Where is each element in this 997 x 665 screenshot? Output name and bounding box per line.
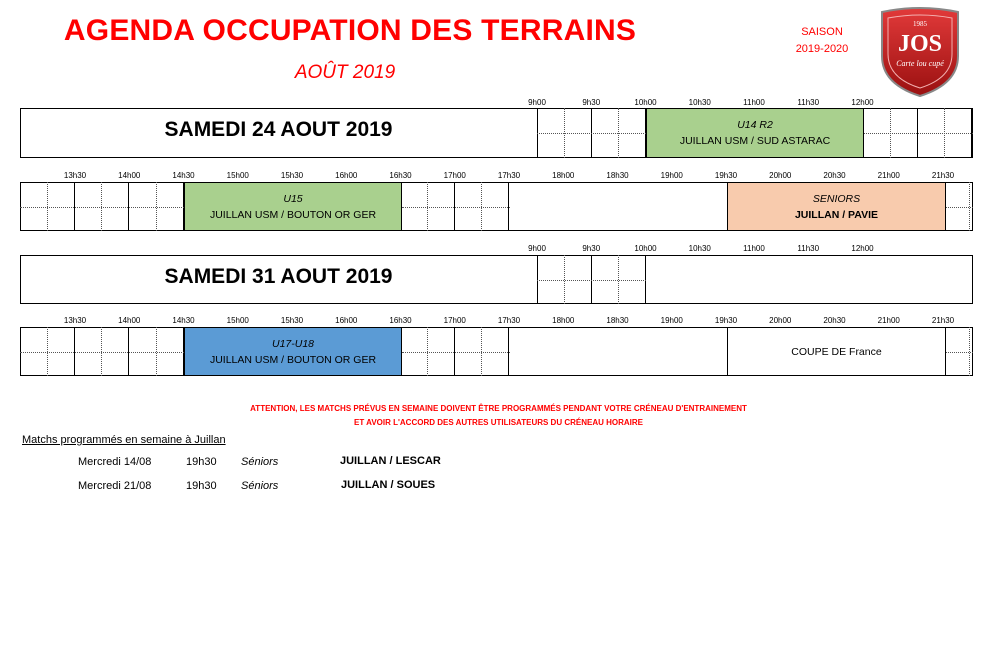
afternoon-tick-label: 17h00 bbox=[443, 171, 466, 180]
afternoon-tick-label: 18h00 bbox=[552, 171, 575, 180]
grid-line bbox=[537, 133, 646, 134]
logo-year: 1985 bbox=[913, 20, 927, 28]
event-teams: COUPE DE France bbox=[791, 345, 882, 358]
season-label-text: SAISON bbox=[801, 26, 843, 38]
grid-line bbox=[20, 352, 184, 353]
morning-tick-label: 12h00 bbox=[851, 98, 874, 107]
afternoon-tick-label: 16h00 bbox=[335, 316, 358, 325]
grid-line bbox=[946, 352, 973, 353]
afternoon-tick-label: 20h00 bbox=[769, 171, 792, 180]
season-years: 2019-2020 bbox=[795, 43, 849, 55]
afternoon-tick-label: 13h30 bbox=[63, 316, 87, 325]
afternoon-tick-label: 20h30 bbox=[823, 171, 846, 180]
day2-afternoon-event-coupe bbox=[727, 327, 946, 376]
afternoon-tick-label: 18h30 bbox=[606, 316, 629, 325]
afternoon-tick-label: 17h30 bbox=[497, 316, 521, 325]
afternoon-tick-label: 19h00 bbox=[660, 316, 683, 325]
morning-tick-label: 11h00 bbox=[743, 244, 765, 253]
morning-tick-label: 11h00 bbox=[743, 98, 765, 107]
day1-afternoon-event-u15 bbox=[184, 182, 402, 231]
weekday-match-teams: JUILLAN / SOUES bbox=[341, 479, 436, 491]
warning-line2: ET AVOIR L'ACCORD DES AUTRES UTILISATEURS DU CRÉNEAU HORAIRE bbox=[353, 418, 644, 427]
afternoon-tick-label: 14h30 bbox=[172, 171, 195, 180]
morning-tick-label: 10h00 bbox=[634, 98, 657, 107]
day2-afternoon-event-u17 bbox=[184, 327, 402, 376]
afternoon-tick-label: 20h00 bbox=[769, 316, 792, 325]
morning-tick-label: 9h00 bbox=[528, 98, 546, 107]
afternoon-tick-label: 21h30 bbox=[931, 171, 955, 180]
afternoon-tick-label: 14h00 bbox=[118, 316, 141, 325]
afternoon-tick-label: 18h00 bbox=[552, 316, 575, 325]
morning-tick-label: 11h30 bbox=[797, 98, 820, 107]
page-title: AGENDA OCCUPATION DES TERRAINS bbox=[63, 14, 637, 47]
weekday-matches-title: Matchs programmés en semaine à Juillan bbox=[22, 434, 226, 446]
morning-tick-label: 12h00 bbox=[851, 244, 874, 253]
afternoon-tick-label: 17h30 bbox=[497, 171, 521, 180]
season-label bbox=[772, 24, 872, 58]
warning-notice bbox=[0, 402, 997, 430]
morning-tick-label: 9h00 bbox=[528, 244, 546, 253]
grid-line bbox=[20, 207, 184, 208]
club-logo bbox=[874, 6, 966, 98]
month-subtitle: AOÛT 2019 bbox=[294, 62, 396, 83]
morning-tick-label: 10h30 bbox=[688, 244, 711, 253]
grid-line bbox=[946, 207, 973, 208]
event-teams: JUILLAN / PAVIE bbox=[794, 208, 879, 221]
weekday-match-date: Mercredi 21/08 bbox=[78, 480, 152, 492]
logo-text: JOS bbox=[897, 31, 943, 57]
event-category: U17-U18 bbox=[271, 337, 315, 350]
event-category: SENIORS bbox=[812, 192, 861, 205]
day1-morning-event bbox=[646, 108, 864, 158]
weekday-match-time: 19h30 bbox=[186, 480, 217, 492]
day2-date: SAMEDI 31 AOUT 2019 bbox=[164, 265, 393, 288]
day1-afternoon-event-seniors bbox=[727, 182, 946, 231]
morning-tick-label: 10h30 bbox=[688, 98, 711, 107]
afternoon-tick-label: 21h30 bbox=[931, 316, 955, 325]
afternoon-tick-label: 16h30 bbox=[389, 171, 412, 180]
event-teams: JUILLAN USM / BOUTON OR GER bbox=[209, 353, 377, 366]
grid-line bbox=[402, 352, 510, 353]
afternoon-tick-label: 21h00 bbox=[877, 316, 900, 325]
grid-line bbox=[864, 133, 973, 134]
afternoon-tick-label: 14h30 bbox=[172, 316, 195, 325]
afternoon-tick-label: 14h00 bbox=[118, 171, 141, 180]
afternoon-tick-label: 18h30 bbox=[606, 171, 629, 180]
grid-line bbox=[537, 280, 646, 281]
event-category: U14 R2 bbox=[737, 119, 773, 131]
afternoon-tick-label: 15h30 bbox=[280, 171, 304, 180]
event-teams: JUILLAN USM / SUD ASTARAC bbox=[679, 135, 831, 147]
afternoon-tick-label: 19h00 bbox=[660, 171, 683, 180]
afternoon-tick-label: 13h30 bbox=[63, 171, 87, 180]
afternoon-tick-label: 15h00 bbox=[226, 316, 249, 325]
event-teams: JUILLAN USM / BOUTON OR GER bbox=[209, 208, 377, 221]
morning-tick-label: 9h30 bbox=[582, 98, 601, 107]
afternoon-tick-label: 19h30 bbox=[714, 316, 738, 325]
afternoon-tick-label: 16h00 bbox=[335, 171, 358, 180]
morning-tick-label: 9h30 bbox=[582, 244, 601, 253]
logo-motto: Carte lou cupé bbox=[896, 59, 944, 68]
weekday-match-category: Séniors bbox=[241, 456, 279, 468]
day1-date: SAMEDI 24 AOUT 2019 bbox=[164, 118, 393, 141]
afternoon-tick-label: 17h00 bbox=[443, 316, 466, 325]
morning-tick-label: 11h30 bbox=[797, 244, 820, 253]
grid-line bbox=[402, 207, 510, 208]
afternoon-tick-label: 16h30 bbox=[389, 316, 412, 325]
afternoon-tick-label: 15h30 bbox=[280, 316, 304, 325]
event-category: U15 bbox=[283, 192, 303, 205]
afternoon-tick-label: 19h30 bbox=[714, 171, 738, 180]
warning-line1: ATTENTION, LES MATCHS PRÉVUS EN SEMAINE DOIVENT ÊTRE PROGRAMMÉS PENDANT VOTRE CRÉNEAU D'ENTRAINEMENT bbox=[250, 404, 747, 413]
weekday-match-category: Séniors bbox=[241, 480, 279, 492]
weekday-match-time: 19h30 bbox=[186, 456, 217, 468]
weekday-match-date: Mercredi 14/08 bbox=[78, 456, 152, 468]
afternoon-tick-label: 21h00 bbox=[877, 171, 900, 180]
afternoon-tick-label: 20h30 bbox=[823, 316, 846, 325]
afternoon-tick-label: 15h00 bbox=[226, 171, 249, 180]
morning-tick-label: 10h00 bbox=[634, 244, 657, 253]
weekday-match-teams: JUILLAN / LESCAR bbox=[340, 455, 441, 467]
